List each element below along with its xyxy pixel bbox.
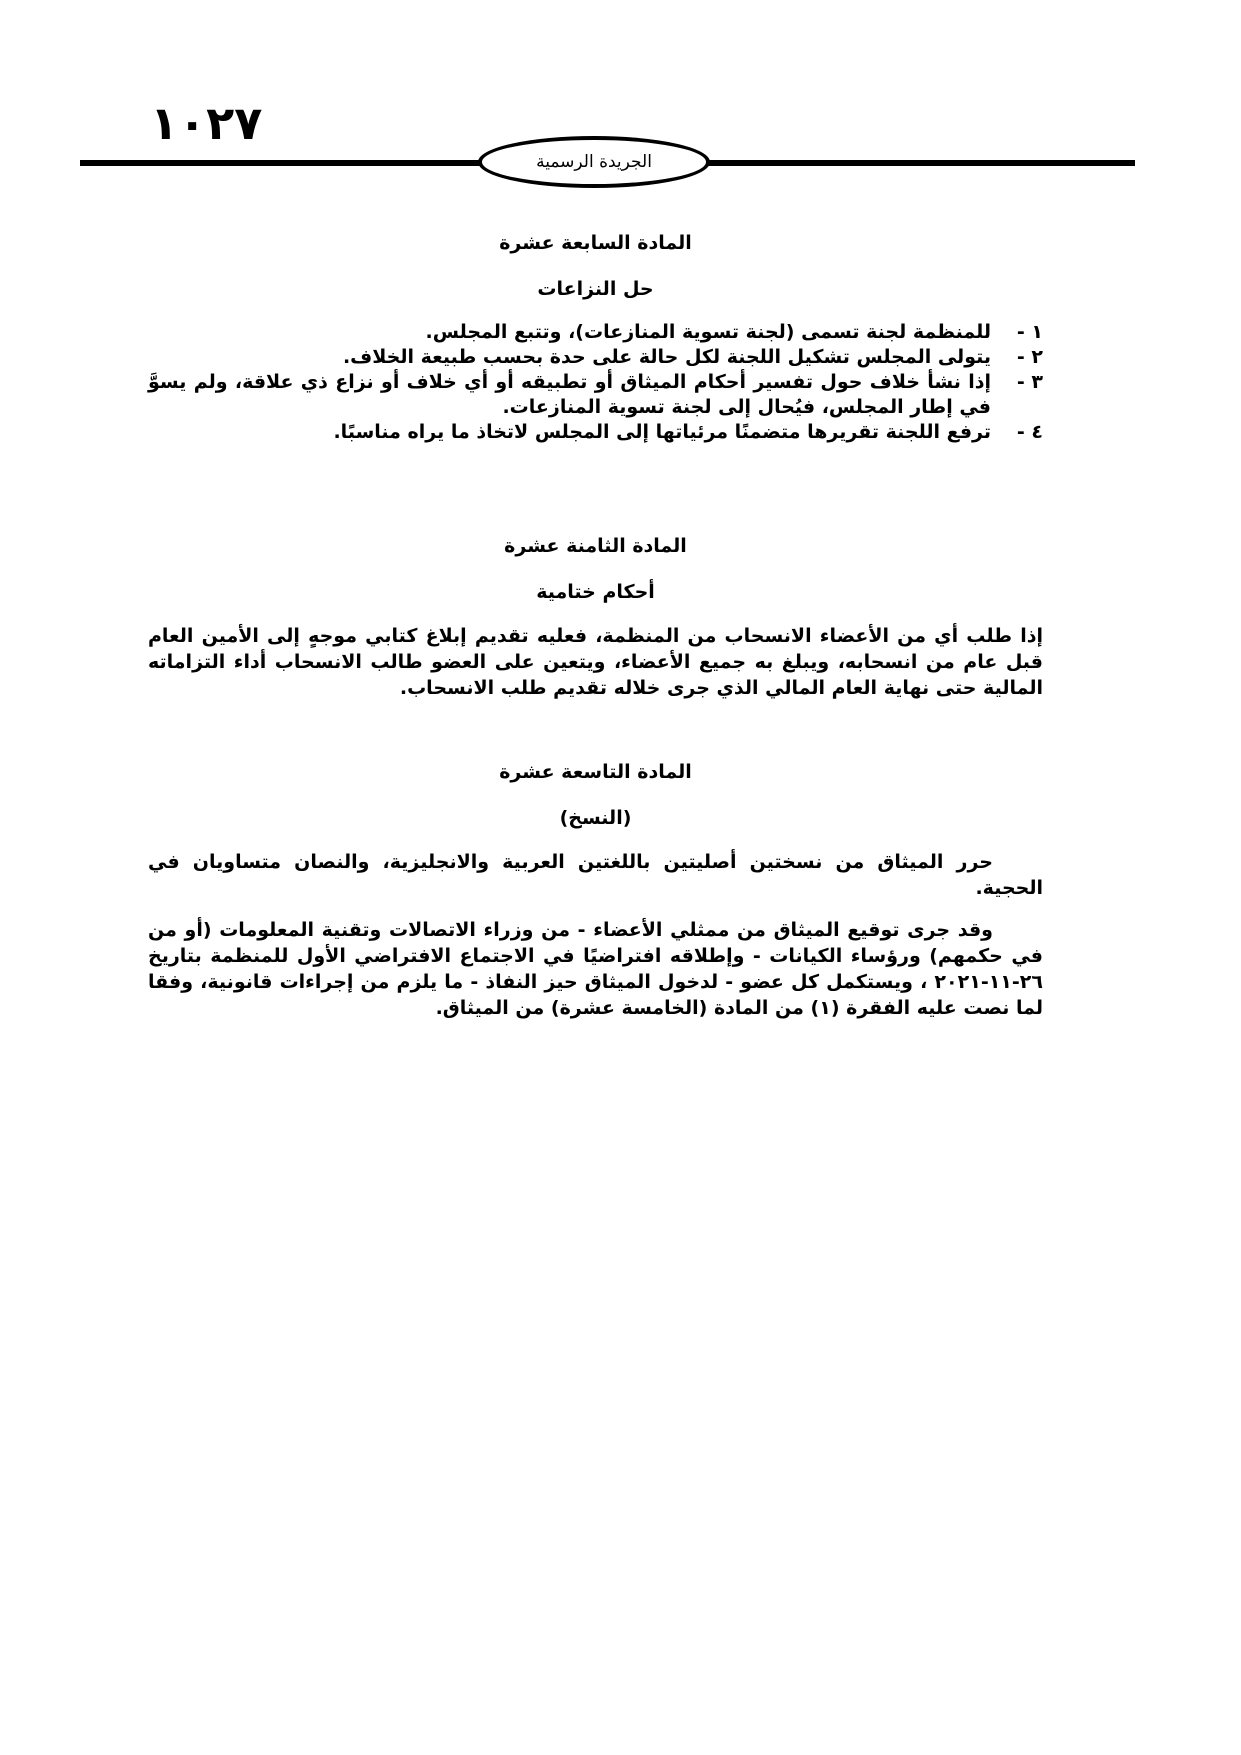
list-item-text: ترفع اللجنة تقريرها متضمنًا مرئياتها إلى المجلس لاتخاذ ما يراه مناسبًا. (333, 421, 991, 443)
list-item-text: يتولى المجلس تشكيل اللجنة لكل حالة على حدة بحسب طبيعة الخلاف. (342, 346, 991, 368)
article-19-paragraph-2: وقد جرى توقيع الميثاق من ممثلي الأعضاء - من وزراء الاتصالات وتقنية المعلومات (أو من في حكمهم) ورؤساء الكيانات - وإطلاقه افتراضيًا في الاجتماع الافتراضي الأول للمنظمة بتاريخ ٢٦-١١-٢٠٢١ ، ويستكمل كل عضو - لدخول الميثاق حيز النفاذ - ما يلزم من إجراءات قانونية، وفقا لما نصت عليه الفقرة (١) من المادة (الخامسة عشرة) من الميثاق. (148, 919, 1043, 1019)
list-item-number: ٤ - (1016, 421, 1043, 443)
article-17-title: المادة السابعة عشرة (499, 232, 692, 254)
gazette-title: الجريدة الرسمية (536, 152, 652, 172)
list-item-text: للمنظمة لجنة تسمى (لجنة تسوية المنازعات)، وتتبع المجلس. (425, 321, 991, 343)
gazette-title-oval (478, 136, 710, 188)
list-item (148, 370, 1043, 420)
list-item (148, 420, 1043, 445)
list-item-text: إذا نشأ خلاف حول تفسير أحكام الميثاق أو تطبيقه أو أي خلاف أو نزاع ذي علاقة، ولم يسوَّ في إطار المجلس، فيُحال إلى لجنة تسوية المنازعات. (148, 371, 991, 418)
article-18-title: المادة الثامنة عشرة (504, 535, 687, 557)
article-17-list (148, 320, 1043, 445)
article-19-subtitle: (النسخ) (559, 807, 632, 829)
article-18-body: إذا طلب أي من الأعضاء الانسحاب من المنظمة، فعليه تقديم إبلاغ كتابي موجهٍ إلى الأمين العام قبل عام من انسحابه، ويبلغ به جميع الأعضاء، ويتعين على العضو طالب الانسحاب أداء التزاماته المالية حتى نهاية العام المالي الذي جرى خلاله تقديم طلب الانسحاب. (148, 625, 1043, 699)
article-19-title: المادة التاسعة عشرة (499, 761, 692, 783)
document-body (148, 230, 1043, 1021)
article-18 (148, 533, 1043, 701)
article-19 (148, 759, 1043, 1021)
list-item-number: ٢ - (1016, 346, 1043, 368)
list-item (148, 320, 1043, 345)
list-item (148, 345, 1043, 370)
article-17 (148, 230, 1043, 445)
list-item-number: ٣ - (1016, 371, 1043, 393)
page-number: ١٠٢٧ (150, 96, 263, 150)
article-19-paragraph-1: حرر الميثاق من نسختين أصليتين باللغتين العربية والانجليزية، والنصان متساويان في الحجية. (148, 851, 1043, 899)
article-18-subtitle: أحكام ختامية (536, 581, 655, 603)
article-17-subtitle: حل النزاعات (537, 278, 654, 300)
list-item-number: ١ - (1016, 321, 1043, 343)
